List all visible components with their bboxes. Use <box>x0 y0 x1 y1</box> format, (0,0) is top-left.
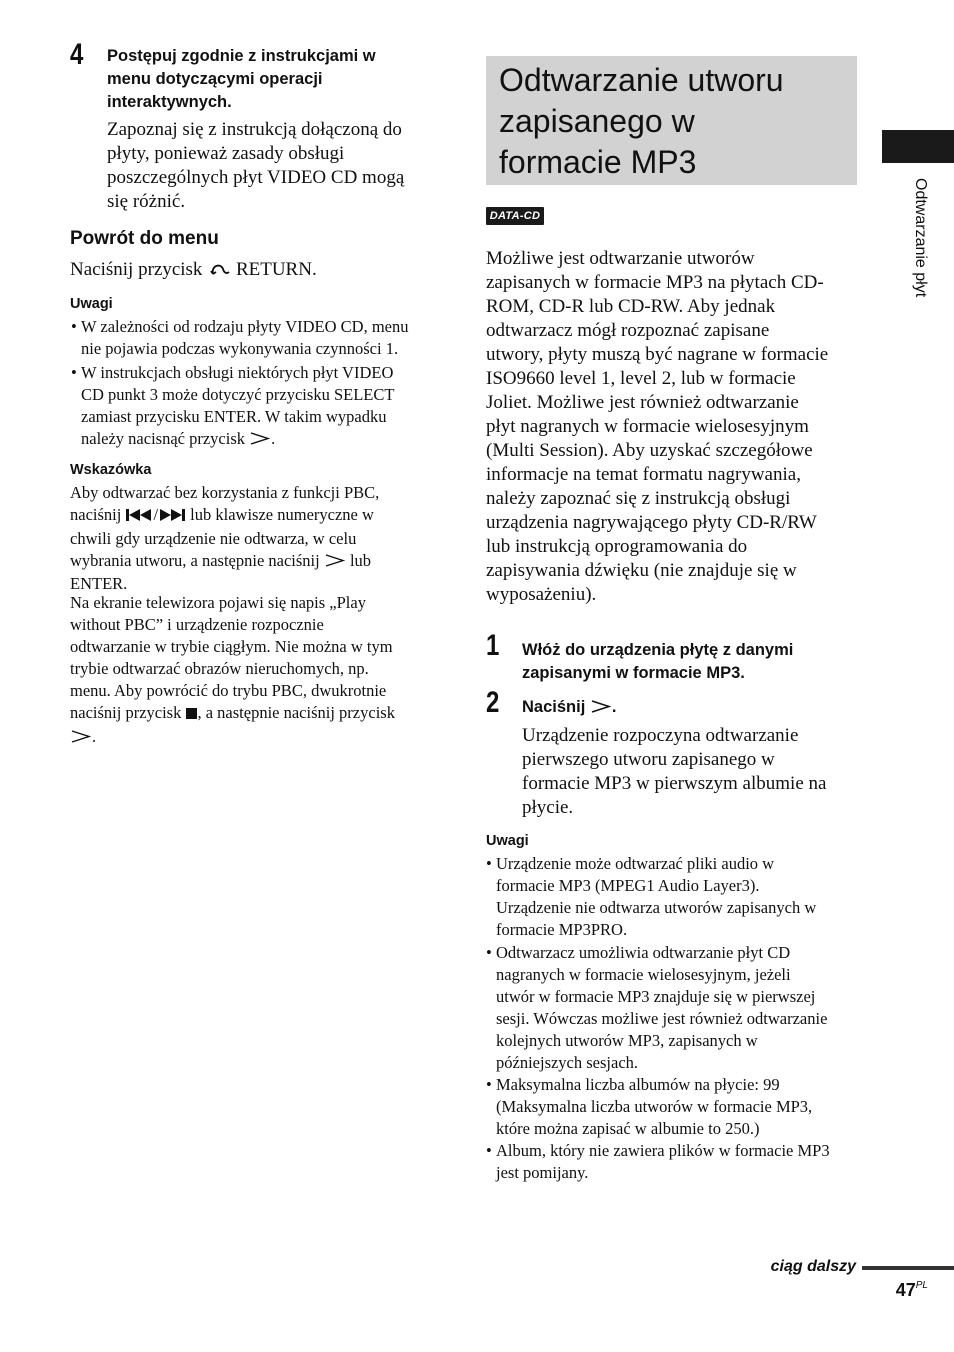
tip-line <box>70 550 450 573</box>
bullet-line: które można zapisać w albumie to 250.) <box>496 1119 760 1138</box>
bullet-line: kolejnych utworów MP3, zapisanych w <box>496 1031 758 1050</box>
bullet-dot: • <box>486 1141 492 1160</box>
tip-line: without PBC” i urządzenie rozpocznie <box>70 615 324 634</box>
bullet-dot: • <box>486 943 492 962</box>
bullet-line: zamiast przycisku ENTER. W takim wypadku <box>81 407 387 426</box>
bullet-dot: • <box>486 1075 492 1094</box>
title-line: zapisanego w <box>499 103 695 139</box>
tip-paragraph-2 <box>70 592 450 749</box>
intro-line: płyt nagranych w formacie wielosesyjnym <box>486 416 809 437</box>
step-4-body <box>107 118 457 214</box>
bullet-line: Maksymalna liczba albumów na płycie: 99 <box>496 1075 780 1094</box>
tip-line: trybie odtwarzać obrazów nieruchomych, np. <box>70 659 369 678</box>
play-outline-icon <box>590 697 612 720</box>
tip-text: naciśnij przycisk <box>70 703 182 722</box>
bullet-line: nagranych w formacie wielosesyjnym, jeżeli <box>496 965 791 984</box>
side-tab-label: Odtwarzanie płyt <box>912 178 929 298</box>
step-2-heading <box>522 696 862 720</box>
bullet-line: Odtwarzacz umożliwia odtwarzanie płyt CD <box>496 943 791 962</box>
notes-heading-left: Uwagi <box>70 296 113 312</box>
return-menu-heading: Powrót do menu <box>70 228 219 249</box>
heading-line: Postępuj zgodnie z instrukcjami w <box>107 47 376 65</box>
bullet-line: W instrukcjach obsługi niektórych płyt VIDEO <box>81 363 394 382</box>
intro-line: Możliwe jest odtwarzanie utworów <box>486 248 755 269</box>
bullet-line: nie pojawia podczas wykonywania czynności 1. <box>81 339 399 358</box>
note-bullet-r3 <box>486 1074 866 1140</box>
intro-paragraph <box>486 247 866 607</box>
tip-line: odtwarzanie w trybie ciągłym. Nie można w tym <box>70 637 393 656</box>
return-text-after: RETURN. <box>235 259 317 280</box>
tip-text: lub <box>349 551 372 570</box>
heading-line: menu dotyczącymi operacji <box>107 70 323 88</box>
play-outline-icon <box>324 551 346 573</box>
tip-line: chwili gdy urządzenie nie odtwarza, w celu <box>70 529 357 548</box>
bullet-dot: • <box>71 317 77 336</box>
body-line: formacie MP3 w pierwszym albumie na <box>522 773 827 794</box>
section-title <box>499 60 849 183</box>
body-line: płycie. <box>522 797 574 818</box>
bullet-line: Urządzenie nie odtwarza utworów zapisanych w <box>496 898 817 917</box>
intro-line: Joliet. Możliwe jest również odtwarzanie <box>486 392 799 413</box>
body-line: płyty, ponieważ zasady obsługi <box>107 143 345 164</box>
page-language-suffix: PL <box>915 1280 928 1291</box>
play-outline-icon <box>249 429 271 451</box>
return-menu-text <box>70 258 317 284</box>
body-line: Zapoznaj się z instrukcją dołączoną do <box>107 119 402 140</box>
bullet-line: formacie MP3PRO. <box>496 920 628 939</box>
page-number-value: 47 <box>895 1280 916 1300</box>
heading-line: interaktywnych. <box>107 93 232 111</box>
note-bullet-1 <box>71 316 451 360</box>
intro-line: informacje na temat formatu nagrywania, <box>486 464 801 485</box>
return-text-before: Naciśnij przycisk <box>70 259 203 280</box>
bullet-line: Urządzenie może odtwarzać pliki audio w <box>496 854 775 873</box>
heading-text: Naciśnij <box>522 698 586 716</box>
page-number <box>896 1280 928 1301</box>
tip-text: wybrania utworu, a następnie naciśnij <box>70 551 320 570</box>
intro-line: zapisanych w formacie MP3 na płytach CD- <box>486 272 824 293</box>
step-number-1: 1 <box>486 629 500 662</box>
tip-line <box>70 702 450 726</box>
tip-heading: Wskazówka <box>70 462 152 478</box>
note-bullet-r2 <box>486 942 866 1074</box>
tip-paragraph-1 <box>70 482 450 595</box>
intro-line: ISO9660 level 1, level 2, lub w formacie <box>486 368 796 389</box>
tip-text: lub klawisze numeryczne w <box>190 505 374 524</box>
bullet-dot: • <box>486 854 492 873</box>
step-1-heading <box>522 639 862 685</box>
body-line: Urządzenie rozpoczyna odtwarzanie <box>522 725 799 746</box>
body-line: się różnić. <box>107 191 186 212</box>
tip-line: menu. Aby powrócić do trybu PBC, dwukrotnie <box>70 681 387 700</box>
bullet-text: należy nacisnąć przycisk <box>81 429 246 448</box>
return-arrow-icon <box>207 260 231 284</box>
tip-text: naciśnij <box>70 505 122 524</box>
note-bullet-r1 <box>486 853 866 941</box>
bullet-line: CD punkt 3 może dotyczyć przycisku SELECT <box>81 385 395 404</box>
title-line: formacie MP3 <box>499 144 697 180</box>
bullet-line: należy nacisnąć przycisk . <box>81 428 451 451</box>
step-2-body <box>522 724 867 820</box>
tip-line: ENTER. <box>70 574 128 593</box>
heading-line: zapisanymi w formacie MP3. <box>522 664 745 682</box>
bullet-line: późniejszych sesjach. <box>496 1053 639 1072</box>
tip-line: naciśnij / lub klawisze numeryczne w <box>70 504 450 528</box>
heading-text: . <box>611 698 617 716</box>
intro-line: ROM, CD-R lub CD-RW. Aby jednak <box>486 296 776 317</box>
bullet-line: utwór w formacie MP3 znajduje się w pierwszej <box>496 987 816 1006</box>
bullet-line: W zależności od rodzaju płyty VIDEO CD, menu <box>81 317 409 336</box>
step-4-heading <box>107 45 447 114</box>
note-bullet-2 <box>71 362 451 451</box>
section-title-box <box>486 56 857 185</box>
intro-line: zapisywania dźwięku (nie znajduje się w <box>486 560 797 581</box>
title-line: Odtwarzanie utworu <box>499 62 784 98</box>
tip-line: Aby odtwarzać bez korzystania z funkcji PBC, <box>70 483 380 502</box>
intro-line: urządzenia nagrywającego płyty CD-R/RW <box>486 512 817 533</box>
intro-line: utwory, płyty muszą być nagrane w formacie <box>486 344 829 365</box>
notes-heading-right: Uwagi <box>486 833 529 849</box>
stop-icon <box>185 704 197 726</box>
intro-line: odtwarzacz mógł rozpoznać zapisane <box>486 320 770 341</box>
data-cd-badge: DATA-CD <box>486 207 544 225</box>
step-number-4: 4 <box>70 38 84 71</box>
next-track-icon <box>158 506 186 528</box>
bullet-line: sesji. Wówczas możliwe jest również odtwarzanie <box>496 1009 828 1028</box>
body-line: poszczególnych płyt VIDEO CD mogą <box>107 167 405 188</box>
note-bullet-r4 <box>486 1140 866 1184</box>
intro-line: należy zapoznać się z instrukcją obsługi <box>486 488 791 509</box>
continued-rule <box>862 1266 954 1270</box>
bullet-line: jest pomijany. <box>496 1163 589 1182</box>
play-outline-icon <box>70 727 92 749</box>
previous-track-icon <box>125 506 153 528</box>
continued-label: ciąg dalszy <box>770 1258 856 1275</box>
step-number-2: 2 <box>486 686 500 719</box>
tip-line: Na ekranie telewizora pojawi się napis „Play <box>70 593 366 612</box>
bullet-line: formacie MP3 (MPEG1 Audio Layer3). <box>496 876 760 895</box>
intro-line: wyposażeniu). <box>486 584 597 605</box>
body-line: pierwszego utworu zapisanego w <box>522 749 775 770</box>
intro-line: lub instrukcją oprogramowania do <box>486 536 748 557</box>
heading-line: Włóż do urządzenia płytę z danymi <box>522 641 794 659</box>
bullet-line: (Maksymalna liczba utworów w formacie MP3, <box>496 1097 813 1116</box>
tip-line: . <box>70 726 450 749</box>
bullet-dot: • <box>71 363 77 382</box>
intro-line: (Multi Session). Aby uzyskać szczegółowe <box>486 440 813 461</box>
tip-text: , a następnie naciśnij przycisk <box>197 703 395 722</box>
side-tab-marker <box>882 130 954 163</box>
bullet-line: Album, który nie zawiera plików w formacie MP3 <box>496 1141 830 1160</box>
